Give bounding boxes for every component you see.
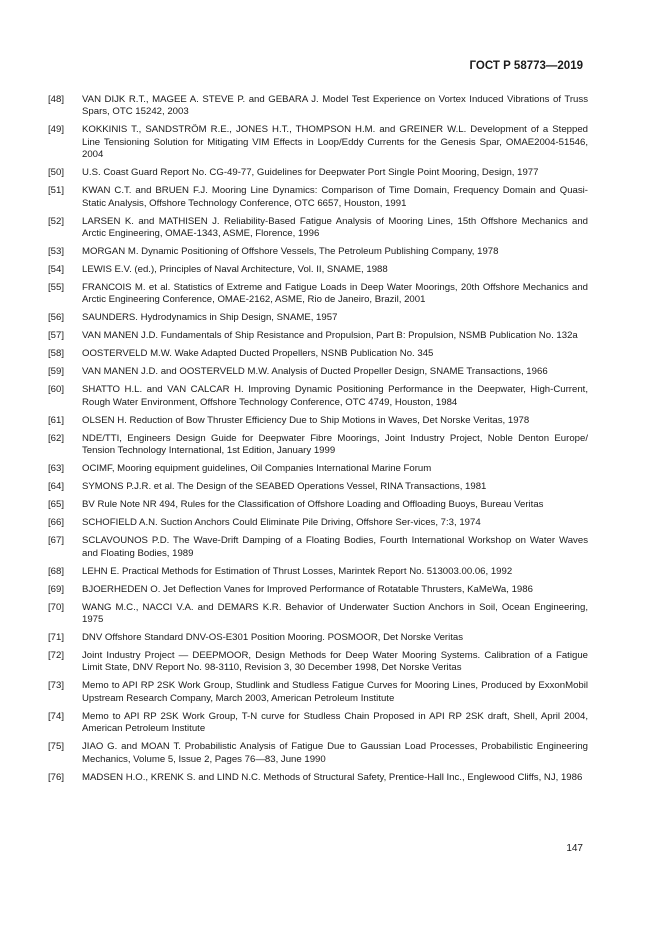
reference-item	[48, 282, 588, 307]
reference-text: NDE/TTI, Engineers Design Guide for Deepwater Fibre Moorings, Joint Industry Project, Noble Denton Europe/ Tension Technology International, 1st Edition, January 1999	[82, 432, 588, 457]
reference-item	[48, 584, 588, 596]
reference-item	[48, 185, 588, 210]
reference-number: [65]	[48, 499, 65, 511]
reference-number: [59]	[48, 366, 65, 378]
reference-list	[48, 94, 588, 790]
reference-text: LEWIS E.V. (ed.), Principles of Naval Architecture, Vol. II, SNAME, 1988	[82, 264, 388, 276]
reference-number: [58]	[48, 348, 65, 360]
reference-text: WANG M.C., NACCI V.A. and DEMARS K.R. Behavior of Underwater Suction Anchors in Soil, Ocean Engineering, 1975	[82, 601, 588, 626]
reference-number: [67]	[48, 535, 65, 547]
reference-number: [76]	[48, 771, 65, 783]
reference-number: [52]	[48, 215, 65, 227]
reference-item	[48, 499, 588, 511]
reference-text: LEHN E. Practical Methods for Estimation of Thrust Losses, Marintek Report No. 513003.00.06, 1992	[82, 565, 513, 577]
reference-number: [64]	[48, 481, 65, 493]
reference-item	[48, 415, 588, 427]
reference-number: [51]	[48, 185, 65, 197]
reference-number: [75]	[48, 741, 65, 753]
reference-item	[48, 348, 588, 360]
reference-text: U.S. Coast Guard Report No. CG-49-77, Guidelines for Deepwater Port Single Point Mooring, Design, 1977	[82, 167, 539, 179]
reference-number: [62]	[48, 432, 65, 444]
reference-item	[48, 433, 588, 458]
reference-item	[48, 535, 588, 560]
reference-item	[48, 711, 588, 736]
reference-text: VAN DIJK R.T., MAGEE A. STEVE P. and GEBARA J. Model Test Experience on Vortex Induced Vibrations of Truss Spars, OTC 15242, 2003	[82, 94, 588, 118]
reference-number: [61]	[48, 414, 65, 426]
reference-number: [49]	[48, 124, 65, 136]
reference-text: SYMONS P.J.R. et al. The Design of the SEABED Operations Vessel, RINA Transactions, 1981	[82, 481, 487, 493]
reference-item	[48, 264, 588, 276]
reference-item	[48, 772, 588, 784]
reference-text: DNV Offshore Standard DNV-OS-E301 Position Mooring. POSMOOR, Det Norske Veritas	[82, 632, 464, 644]
page-number: 147	[566, 843, 583, 854]
reference-number: [66]	[48, 517, 65, 529]
reference-text: KWAN C.T. and BRUEN F.J. Mooring Line Dynamics: Comparison of Time Domain, Frequency Domain and Quasi-Static Analysis, Offshore Technology Conference, OTC 6657, Houston, 1991	[82, 185, 588, 209]
reference-item	[48, 602, 588, 627]
reference-item	[48, 216, 588, 241]
reference-number: [57]	[48, 330, 65, 342]
reference-text: Joint Industry Project — DEEPMOOR, Design Methods for Deep Water Mooring Systems. Calibration of a Fatigue Limit State, DNV Report No. 98-3110, Revision 3, 30 December 1998, Det Norske Veritas	[82, 650, 588, 674]
reference-number: [54]	[48, 264, 65, 276]
reference-item	[48, 741, 588, 766]
reference-number: [69]	[48, 583, 65, 595]
reference-item	[48, 94, 588, 119]
reference-number: [63]	[48, 463, 65, 475]
reference-item	[48, 650, 588, 675]
reference-number: [60]	[48, 384, 65, 396]
reference-text: OOSTERVELD M.W. Wake Adapted Ducted Propellers, NSNB Publication No. 345	[82, 348, 434, 360]
reference-item	[48, 632, 588, 644]
reference-item	[48, 481, 588, 493]
reference-number: [53]	[48, 246, 65, 258]
reference-text: SCHOFIELD A.N. Suction Anchors Could Eliminate Pile Driving, Offshore Ser-vices, 7:3, 1974	[82, 517, 481, 529]
reference-text: JIAO G. and MOAN T. Probabilistic Analysis of Fatigue Due to Gaussian Load Processes, Probabilistic Engineering Mechanics, Volume 5, Issue 2, Pages 76—83, June 1990	[82, 741, 588, 765]
reference-number: [48]	[48, 94, 65, 105]
reference-number: [56]	[48, 312, 65, 324]
reference-text: SCLAVOUNOS P.D. The Wave-Drift Damping of a Floating Bodies, Fourth International Workshop on Water Waves and Floating Bodies, 1989	[82, 535, 588, 559]
reference-number: [50]	[48, 167, 65, 179]
reference-item	[48, 167, 588, 179]
standard-designation: ГОСТ Р 58773—2019	[469, 60, 583, 72]
reference-item	[48, 566, 588, 578]
reference-item	[48, 312, 588, 324]
reference-text: VAN MANEN J.D. Fundamentals of Ship Resistance and Propulsion, Part B: Propulsion, NSMB Publication No. 132a	[82, 330, 578, 342]
reference-number: [68]	[48, 565, 65, 577]
reference-text: MORGAN M. Dynamic Positioning of Offshore Vessels, The Petroleum Publishing Company, 1978	[82, 246, 499, 258]
reference-text: KOKKINIS T., SANDSTRÖM R.E., JONES H.T., THOMPSON H.M. and GREINER W.L. Development of a Stepped Line Tensioning Solution for Mitigating VIM Effects in Loop/Eddy Currents for the Genesis Spar, OMAE2004-51546, 2004	[82, 124, 588, 161]
reference-text: FRANCOIS M. et al. Statistics of Extreme and Fatigue Loads in Deep Water Moorings, 20th Offshore Mechanics and Arctic Engineering Conference, OMAE-2162, ASME, Rio de Janeiro, Brazil, 2001	[82, 282, 588, 306]
reference-number: [73]	[48, 680, 65, 692]
reference-item	[48, 517, 588, 529]
reference-text: Memo to API RP 2SK Work Group, Studlink and Studless Fatigue Curves for Mooring Lines, Produced by ExxonMobil Upstream Research Company, March 2003, American Petroleum Institute	[82, 680, 588, 704]
reference-number: [71]	[48, 632, 65, 644]
reference-text: BV Rule Note NR 494, Rules for the Classification of Offshore Loading and Offloading Buoys, Bureau Veritas	[82, 499, 544, 511]
reference-number: [55]	[48, 282, 65, 294]
reference-text: VAN MANEN J.D. and OOSTERVELD M.W. Analysis of Ducted Propeller Design, SNAME Transactions, 1966	[82, 366, 548, 378]
reference-item	[48, 124, 588, 161]
reference-number: [72]	[48, 650, 65, 662]
reference-item	[48, 330, 588, 342]
reference-text: SHATTO H.L. and VAN CALCAR H. Improving Dynamic Positioning Performance in the Deepwater, High-Current, Rough Water Environment, Offshore Technology Conference, OTC 4749, Houston, 1984	[82, 384, 588, 408]
reference-text: SAUNDERS. Hydrodynamics in Ship Design, SNAME, 1957	[82, 312, 338, 324]
reference-item	[48, 680, 588, 705]
reference-item	[48, 384, 588, 409]
reference-text: OLSEN H. Reduction of Bow Thruster Efficiency Due to Ship Motions in Waves, Det Norske Veritas, 1978	[82, 414, 530, 426]
reference-number: [74]	[48, 710, 65, 722]
reference-text: OCIMF, Mooring equipment guidelines, Oil Companies International Marine Forum	[82, 463, 432, 475]
reference-text: Memo to API RP 2SK Work Group, T-N curve for Studless Chain Proposed in API RP 2SK draft, Shell, April 2004, American Petroleum Institute	[82, 710, 588, 735]
reference-text: MADSEN H.O., KRENK S. and LIND N.C. Methods of Structural Safety, Prentice-Hall Inc., Englewood Cliffs, NJ, 1986	[82, 771, 583, 783]
reference-item	[48, 463, 588, 475]
reference-text: BJOERHEDEN O. Jet Deflection Vanes for Improved Performance of Rotatable Thrusters, KaMeWa, 1986	[82, 583, 533, 595]
reference-item	[48, 246, 588, 258]
reference-number: [70]	[48, 601, 65, 613]
reference-item	[48, 366, 588, 378]
reference-text: LARSEN K. and MATHISEN J. Reliability-Based Fatigue Analysis of Mooring Lines, 15th Offshore Mechanics and Arctic Engineering, OMAE-1343, ASME, Florence, 1996	[82, 215, 588, 240]
